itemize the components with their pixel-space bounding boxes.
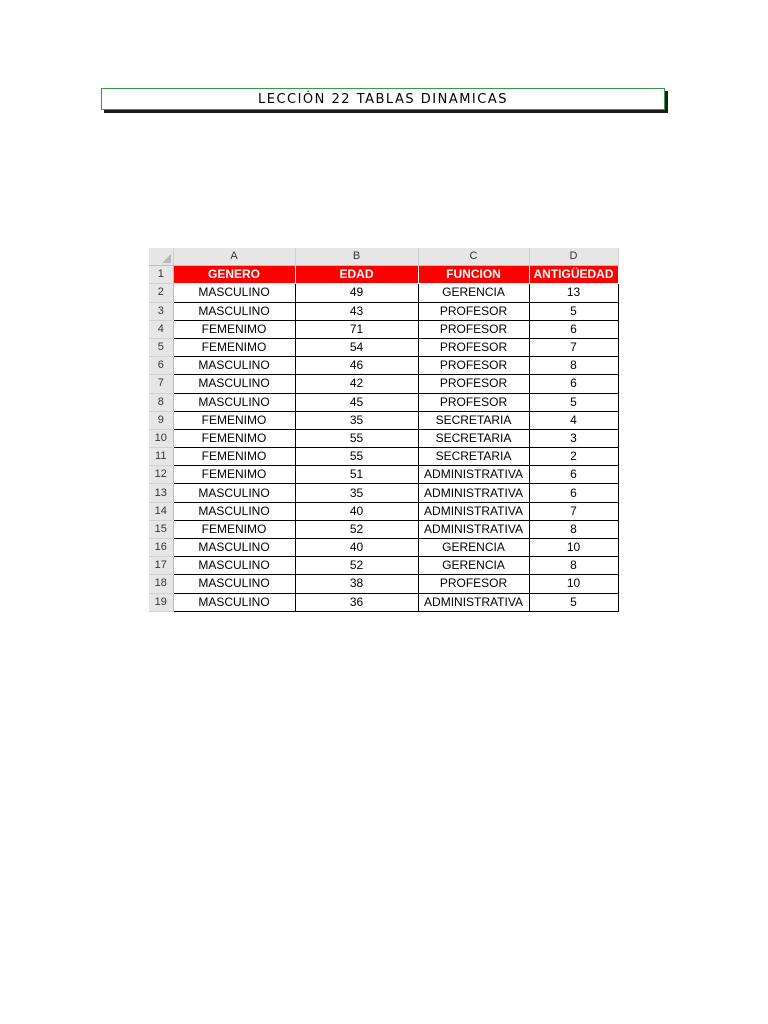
cell-funcion[interactable]: PROFESOR bbox=[418, 302, 529, 320]
cell-antiguedad[interactable]: 5 bbox=[529, 393, 618, 411]
cell-genero[interactable]: MASCULINO bbox=[173, 539, 295, 557]
cell-funcion[interactable]: PROFESOR bbox=[418, 338, 529, 356]
header-cell-funcion[interactable]: FUNCION bbox=[418, 266, 529, 284]
cell-antiguedad[interactable]: 8 bbox=[529, 520, 618, 538]
row-number[interactable]: 19 bbox=[149, 593, 173, 611]
cell-antiguedad[interactable]: 6 bbox=[529, 484, 618, 502]
cell-funcion[interactable]: PROFESOR bbox=[418, 393, 529, 411]
row-number[interactable]: 11 bbox=[149, 448, 173, 466]
cell-edad[interactable]: 52 bbox=[295, 557, 418, 575]
table-row bbox=[149, 502, 618, 520]
cell-antiguedad[interactable]: 7 bbox=[529, 338, 618, 356]
cell-genero[interactable]: FEMENIMO bbox=[173, 338, 295, 356]
cell-edad[interactable]: 55 bbox=[295, 448, 418, 466]
cell-antiguedad[interactable]: 6 bbox=[529, 320, 618, 338]
cell-funcion[interactable]: PROFESOR bbox=[418, 357, 529, 375]
cell-edad[interactable]: 55 bbox=[295, 429, 418, 447]
cell-genero[interactable]: MASCULINO bbox=[173, 393, 295, 411]
row-number[interactable]: 4 bbox=[149, 320, 173, 338]
column-header-c[interactable]: C bbox=[418, 248, 529, 266]
column-header-a[interactable]: A bbox=[173, 248, 295, 266]
cell-edad[interactable]: 40 bbox=[295, 539, 418, 557]
spreadsheet-table bbox=[149, 248, 619, 612]
row-number[interactable]: 5 bbox=[149, 338, 173, 356]
cell-genero[interactable]: MASCULINO bbox=[173, 302, 295, 320]
table-row bbox=[149, 375, 618, 393]
row-number[interactable]: 3 bbox=[149, 302, 173, 320]
cell-antiguedad[interactable]: 3 bbox=[529, 429, 618, 447]
table-row bbox=[149, 320, 618, 338]
table-row bbox=[149, 557, 618, 575]
table-row bbox=[149, 593, 618, 611]
cell-genero[interactable]: MASCULINO bbox=[173, 357, 295, 375]
cell-edad[interactable]: 35 bbox=[295, 484, 418, 502]
cell-genero[interactable]: FEMENIMO bbox=[173, 429, 295, 447]
cell-genero[interactable]: FEMENIMO bbox=[173, 520, 295, 538]
table-header-row bbox=[149, 266, 618, 284]
cell-funcion[interactable]: GERENCIA bbox=[418, 557, 529, 575]
table-row bbox=[149, 429, 618, 447]
page-title: LECCIÓN 22 TABLAS DINAMICAS bbox=[257, 91, 508, 107]
row-number[interactable]: 18 bbox=[149, 575, 173, 593]
table-row bbox=[149, 357, 618, 375]
cell-antiguedad[interactable]: 4 bbox=[529, 411, 618, 429]
cell-edad[interactable]: 52 bbox=[295, 520, 418, 538]
cell-antiguedad[interactable]: 8 bbox=[529, 357, 618, 375]
table-row bbox=[149, 448, 618, 466]
row-number[interactable]: 16 bbox=[149, 539, 173, 557]
cell-genero[interactable]: MASCULINO bbox=[173, 502, 295, 520]
column-header-row bbox=[149, 248, 618, 266]
row-number[interactable]: 15 bbox=[149, 520, 173, 538]
cell-funcion[interactable]: ADMINISTRATIVA bbox=[418, 502, 529, 520]
cell-genero[interactable]: FEMENIMO bbox=[173, 411, 295, 429]
cell-edad[interactable]: 36 bbox=[295, 593, 418, 611]
table-row bbox=[149, 484, 618, 502]
row-number[interactable]: 12 bbox=[149, 466, 173, 484]
cell-genero[interactable]: MASCULINO bbox=[173, 484, 295, 502]
cell-edad[interactable]: 38 bbox=[295, 575, 418, 593]
header-cell-genero[interactable]: GENERO bbox=[173, 266, 295, 284]
cell-funcion[interactable]: PROFESOR bbox=[418, 575, 529, 593]
cell-funcion[interactable]: ADMINISTRATIVA bbox=[418, 484, 529, 502]
table-row bbox=[149, 466, 618, 484]
select-all-corner[interactable] bbox=[149, 248, 173, 266]
page-title-box bbox=[101, 88, 665, 110]
cell-funcion[interactable]: SECRETARIA bbox=[418, 429, 529, 447]
cell-antiguedad[interactable]: 7 bbox=[529, 502, 618, 520]
header-cell-edad[interactable]: EDAD bbox=[295, 266, 418, 284]
cell-antiguedad[interactable]: 5 bbox=[529, 302, 618, 320]
cell-edad[interactable]: 54 bbox=[295, 338, 418, 356]
cell-edad[interactable]: 49 bbox=[295, 284, 418, 302]
row-number[interactable]: 1 bbox=[149, 266, 173, 284]
select-all-icon bbox=[162, 254, 171, 263]
row-number[interactable]: 17 bbox=[149, 557, 173, 575]
cell-funcion[interactable]: GERENCIA bbox=[418, 539, 529, 557]
cell-funcion[interactable]: ADMINISTRATIVA bbox=[418, 520, 529, 538]
table-row bbox=[149, 302, 618, 320]
cell-genero[interactable]: MASCULINO bbox=[173, 557, 295, 575]
cell-antiguedad[interactable]: 10 bbox=[529, 575, 618, 593]
cell-antiguedad[interactable]: 13 bbox=[529, 284, 618, 302]
cell-edad[interactable]: 35 bbox=[295, 411, 418, 429]
row-number[interactable]: 7 bbox=[149, 375, 173, 393]
row-number[interactable]: 14 bbox=[149, 502, 173, 520]
cell-edad[interactable]: 42 bbox=[295, 375, 418, 393]
cell-genero[interactable]: MASCULINO bbox=[173, 575, 295, 593]
table-row bbox=[149, 520, 618, 538]
cell-edad[interactable]: 51 bbox=[295, 466, 418, 484]
cell-funcion[interactable]: GERENCIA bbox=[418, 284, 529, 302]
cell-edad[interactable]: 40 bbox=[295, 502, 418, 520]
cell-antiguedad[interactable]: 2 bbox=[529, 448, 618, 466]
header-cell-antiguedad[interactable]: ANTIGÜEDAD bbox=[529, 266, 618, 284]
cell-antiguedad[interactable]: 5 bbox=[529, 593, 618, 611]
table-row bbox=[149, 575, 618, 593]
cell-antiguedad[interactable]: 10 bbox=[529, 539, 618, 557]
cell-genero[interactable]: FEMENIMO bbox=[173, 466, 295, 484]
cell-funcion[interactable]: PROFESOR bbox=[418, 375, 529, 393]
row-number[interactable]: 8 bbox=[149, 393, 173, 411]
cell-funcion[interactable]: PROFESOR bbox=[418, 320, 529, 338]
row-number[interactable]: 13 bbox=[149, 484, 173, 502]
table-row bbox=[149, 539, 618, 557]
cell-funcion[interactable]: SECRETARIA bbox=[418, 411, 529, 429]
table-row bbox=[149, 411, 618, 429]
cell-edad[interactable]: 43 bbox=[295, 302, 418, 320]
table-row bbox=[149, 284, 618, 302]
cell-antiguedad[interactable]: 8 bbox=[529, 557, 618, 575]
row-number[interactable]: 6 bbox=[149, 357, 173, 375]
cell-edad[interactable]: 46 bbox=[295, 357, 418, 375]
cell-edad[interactable]: 45 bbox=[295, 393, 418, 411]
table-row bbox=[149, 338, 618, 356]
table-row bbox=[149, 393, 618, 411]
row-number[interactable]: 9 bbox=[149, 411, 173, 429]
column-header-d[interactable]: D bbox=[529, 248, 618, 266]
cell-genero[interactable]: FEMENIMO bbox=[173, 320, 295, 338]
cell-funcion[interactable]: SECRETARIA bbox=[418, 448, 529, 466]
cell-edad[interactable]: 71 bbox=[295, 320, 418, 338]
row-number[interactable]: 2 bbox=[149, 284, 173, 302]
cell-genero[interactable]: MASCULINO bbox=[173, 284, 295, 302]
column-header-b[interactable]: B bbox=[295, 248, 418, 266]
cell-funcion[interactable]: ADMINISTRATIVA bbox=[418, 466, 529, 484]
cell-antiguedad[interactable]: 6 bbox=[529, 375, 618, 393]
cell-genero[interactable]: MASCULINO bbox=[173, 593, 295, 611]
cell-genero[interactable]: FEMENIMO bbox=[173, 448, 295, 466]
cell-funcion[interactable]: ADMINISTRATIVA bbox=[418, 593, 529, 611]
cell-genero[interactable]: MASCULINO bbox=[173, 375, 295, 393]
row-number[interactable]: 10 bbox=[149, 429, 173, 447]
cell-antiguedad[interactable]: 6 bbox=[529, 466, 618, 484]
